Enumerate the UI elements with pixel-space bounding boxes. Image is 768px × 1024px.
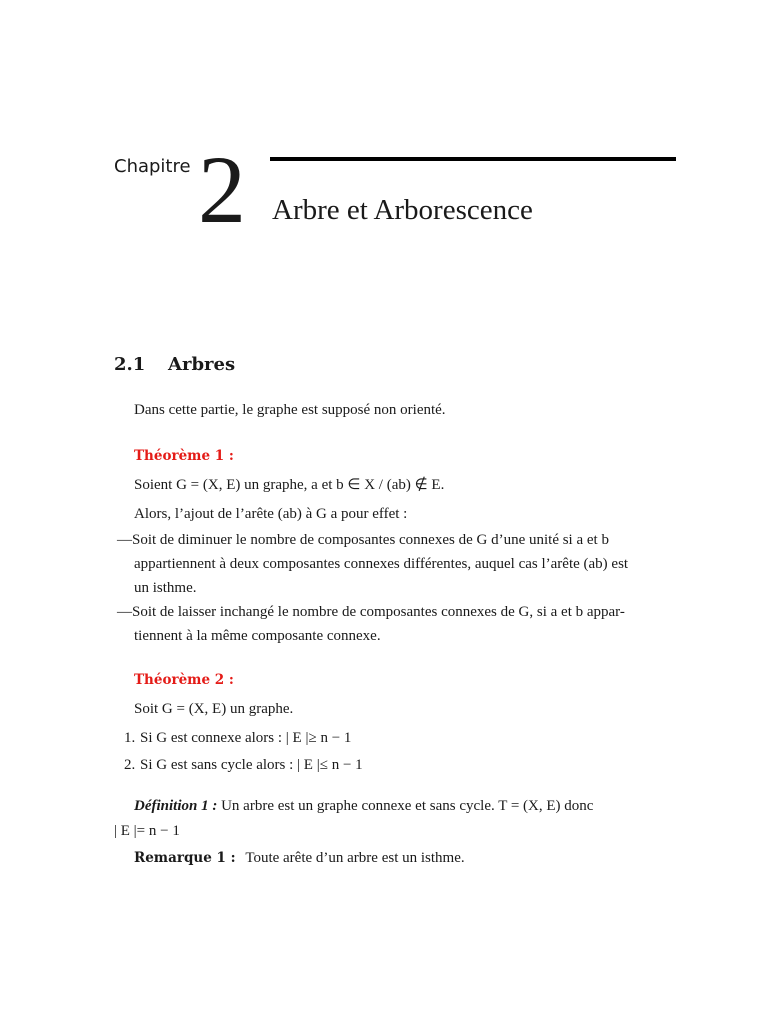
remark-text: Toute arête d’un arbre est un isthme. xyxy=(245,850,465,866)
bullet-line: appartiennent à deux composantes connexes différentes, auquel cas l’arête (ab) est xyxy=(134,556,629,572)
theorem-2-item xyxy=(124,753,363,777)
remark-1 xyxy=(134,846,465,870)
item-text: Si G est sans cycle alors : | E |≤ n − 1 xyxy=(140,757,363,773)
chapter-title: Arbre et Arborescence xyxy=(272,194,533,226)
theorem-1-bullet xyxy=(117,600,694,648)
chapter-label: Chapitre xyxy=(114,156,191,177)
item-number: 2. xyxy=(124,757,136,773)
chapter-rule xyxy=(270,157,676,161)
item-text: Si G est connexe alors : | E |≥ n − 1 xyxy=(140,730,352,746)
theorem-1-consequence: Alors, l’ajout de l’arête (ab) à G a pour effet : xyxy=(134,506,408,522)
theorem-2-label: Théorème 2 : xyxy=(134,672,234,688)
section-number: 2.1 xyxy=(114,354,146,375)
definition-1-formula: | E |= n − 1 xyxy=(114,823,180,839)
definition-1 xyxy=(134,794,679,818)
bullet-line: Soit de laisser inchangé le nombre de composantes connexes de G, si a et b appar- xyxy=(132,604,625,620)
theorem-1-statement: Soient G = (X, E) un graphe, a et b ∈ X / (ab) ∉ E. xyxy=(134,477,445,493)
theorem-2-item xyxy=(124,726,352,750)
bullet-line: un isthme. xyxy=(134,580,197,596)
bullet-line: tiennent à la même composante connexe. xyxy=(134,628,381,644)
intro-paragraph: Dans cette partie, le graphe est supposé non orienté. xyxy=(134,402,446,418)
item-number: 1. xyxy=(124,730,136,746)
remark-label: Remarque 1 : xyxy=(134,850,236,866)
chapter-number: 2 xyxy=(198,136,246,243)
bullet-dash: — xyxy=(117,604,132,620)
section-heading xyxy=(114,354,235,375)
definition-label: Définition 1 : xyxy=(134,798,218,814)
theorem-2-statement: Soit G = (X, E) un graphe. xyxy=(134,701,294,717)
section-title: Arbres xyxy=(168,354,236,375)
definition-text: Un arbre est un graphe connexe et sans cycle. T = (X, E) donc xyxy=(221,798,594,814)
bullet-line: Soit de diminuer le nombre de composantes connexes de G d’une unité si a et b xyxy=(132,532,609,548)
theorem-1-bullet xyxy=(117,528,694,600)
bullet-dash: — xyxy=(117,532,132,548)
theorem-1-label: Théorème 1 : xyxy=(134,448,234,464)
